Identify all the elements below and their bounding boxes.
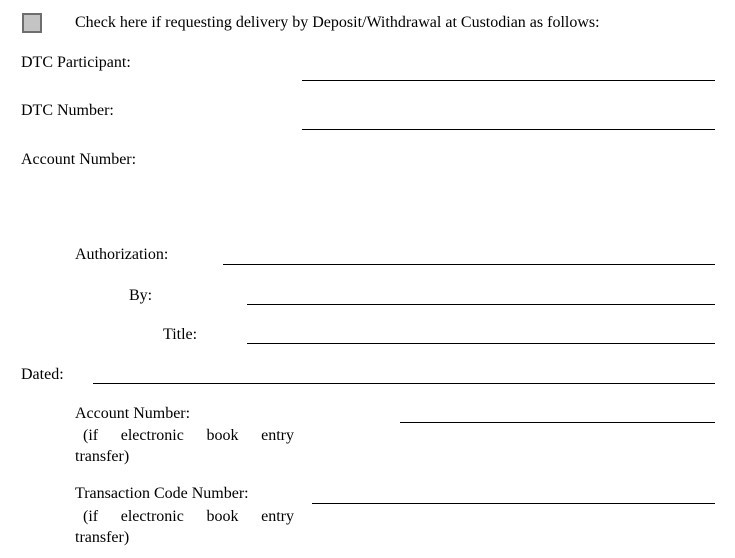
transaction-code-number-field[interactable] xyxy=(312,503,715,504)
dtc-number-label: DTC Number: xyxy=(21,102,114,119)
dtc-participant-field[interactable] xyxy=(302,80,715,81)
dated-field[interactable] xyxy=(93,383,715,384)
transaction-code-number-label: Transaction Code Number: xyxy=(75,485,249,502)
dated-label: Dated: xyxy=(21,366,64,383)
account-number-label: Account Number: xyxy=(21,151,137,168)
electronic-account-number-note: (if electronic book entry transfer) xyxy=(75,427,294,465)
electronic-account-number-label: Account Number: xyxy=(75,405,191,422)
transaction-code-note: (if electronic book entry transfer) xyxy=(75,508,294,546)
by-field[interactable] xyxy=(247,304,715,305)
title-field[interactable] xyxy=(247,343,715,344)
by-label: By: xyxy=(129,287,153,304)
authorization-label: Authorization: xyxy=(75,246,169,263)
title-label: Title: xyxy=(163,326,198,343)
electronic-account-number-field[interactable] xyxy=(400,422,715,423)
deposit-withdrawal-checkbox[interactable] xyxy=(22,13,42,33)
authorization-field[interactable] xyxy=(223,264,715,265)
dtc-number-field[interactable] xyxy=(302,129,715,130)
dtc-participant-label: DTC Participant: xyxy=(21,54,131,71)
deposit-withdrawal-label: Check here if requesting delivery by Deposit/Withdrawal at Custodian as follows: xyxy=(75,14,600,31)
